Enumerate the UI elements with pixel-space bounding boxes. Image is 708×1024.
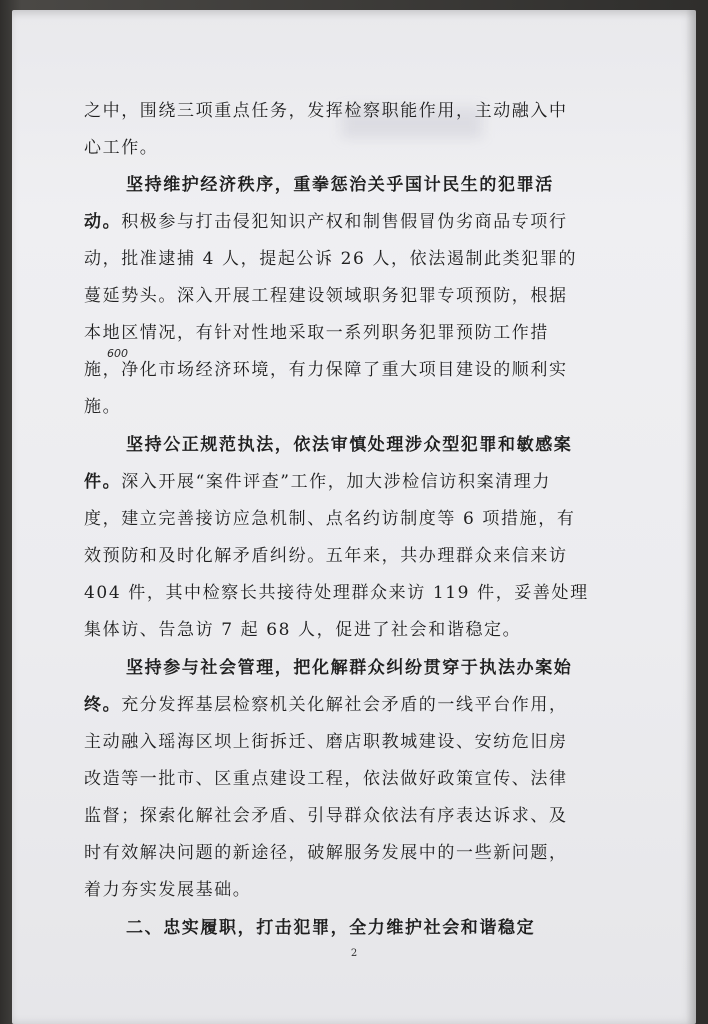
- paragraph-line: 度，建立完善接访应急机制、点名约访制度等 6 项措施，有: [84, 509, 576, 529]
- paragraph-line: [84, 690, 604, 720]
- page-number: 2: [350, 948, 358, 959]
- section-lead-bold-cont: 动。: [84, 212, 122, 232]
- paragraph-line: 蔓延势头。深入开展工程建设领域职务犯罪专项预防，根据: [84, 286, 568, 306]
- paragraph-line: 效预防和及时化解矛盾纠纷。五年来，共办理群众来信来访: [84, 546, 568, 566]
- paragraph-text: 积极参与打击侵犯知识产权和制售假冒伪劣商品专项行: [121, 212, 568, 232]
- paragraph-line: 时有效解决问题的新途径，破解服务发展中的一些新问题，: [84, 843, 568, 863]
- paragraph-line: 监督；探索化解社会矛盾、引导群众依法有序表达诉求、及: [84, 806, 568, 826]
- paragraph-line: 之中，围绕三项重点任务，发挥检察职能作用，主动融入中: [84, 101, 568, 121]
- paragraph-text: 充分发挥基层检察机关化解社会矛盾的一线平台作用，: [121, 695, 568, 715]
- section-lead-bold-cont: 件。: [84, 472, 122, 492]
- section-heading: 二、忠实履职，打击犯罪，全力维护社会和谐稳定: [126, 918, 536, 938]
- paragraph-line: 主动融入瑶海区坝上街拆迁、磨店职教城建设、安纺危旧房: [84, 732, 568, 752]
- paragraph-line: 施，净化市场经济环境，有力保障了重大项目建设的顺利实: [84, 360, 568, 380]
- paragraph-line: 本地区情况，有针对性地采取一系列职务犯罪预防工作措: [84, 323, 549, 343]
- paragraph-line: 改造等一批市、区重点建设工程，依法做好政策宣传、法律: [84, 769, 568, 789]
- paragraph-line: 动，批准逮捕 4 人，提起公诉 26 人，依法遏制此类犯罪的: [84, 249, 578, 269]
- paragraph-line: 施。: [84, 397, 122, 417]
- page-edge-shadow: [686, 10, 696, 1024]
- paragraph-line: 404 件，其中检察长共接待处理群众来访 119 件，妥善处理: [84, 583, 589, 603]
- paragraph-line: 着力夯实发展基础。: [84, 880, 252, 900]
- handwritten-annotation: 600: [107, 347, 128, 360]
- paragraph-text: 深入开展“案件评查”工作，加大涉检信访积案清理力: [121, 472, 551, 492]
- section-lead-bold-cont: 终。: [84, 695, 122, 715]
- paragraph-line: [84, 207, 604, 237]
- paragraph-line: [84, 467, 604, 497]
- section-lead-bold: 坚持维护经济秩序，重拳惩治关乎国计民生的犯罪活: [126, 175, 554, 195]
- section-lead-bold: 坚持参与社会管理，把化解群众纠纷贯穿于执法办案始: [126, 658, 573, 678]
- paragraph-line: 心工作。: [84, 138, 159, 158]
- paragraph-line: 集体访、告急访 7 起 68 人，促进了社会和谐稳定。: [84, 620, 522, 640]
- section-lead-bold: 坚持公正规范执法，依法审慎处理涉众型犯罪和敏感案: [126, 435, 573, 455]
